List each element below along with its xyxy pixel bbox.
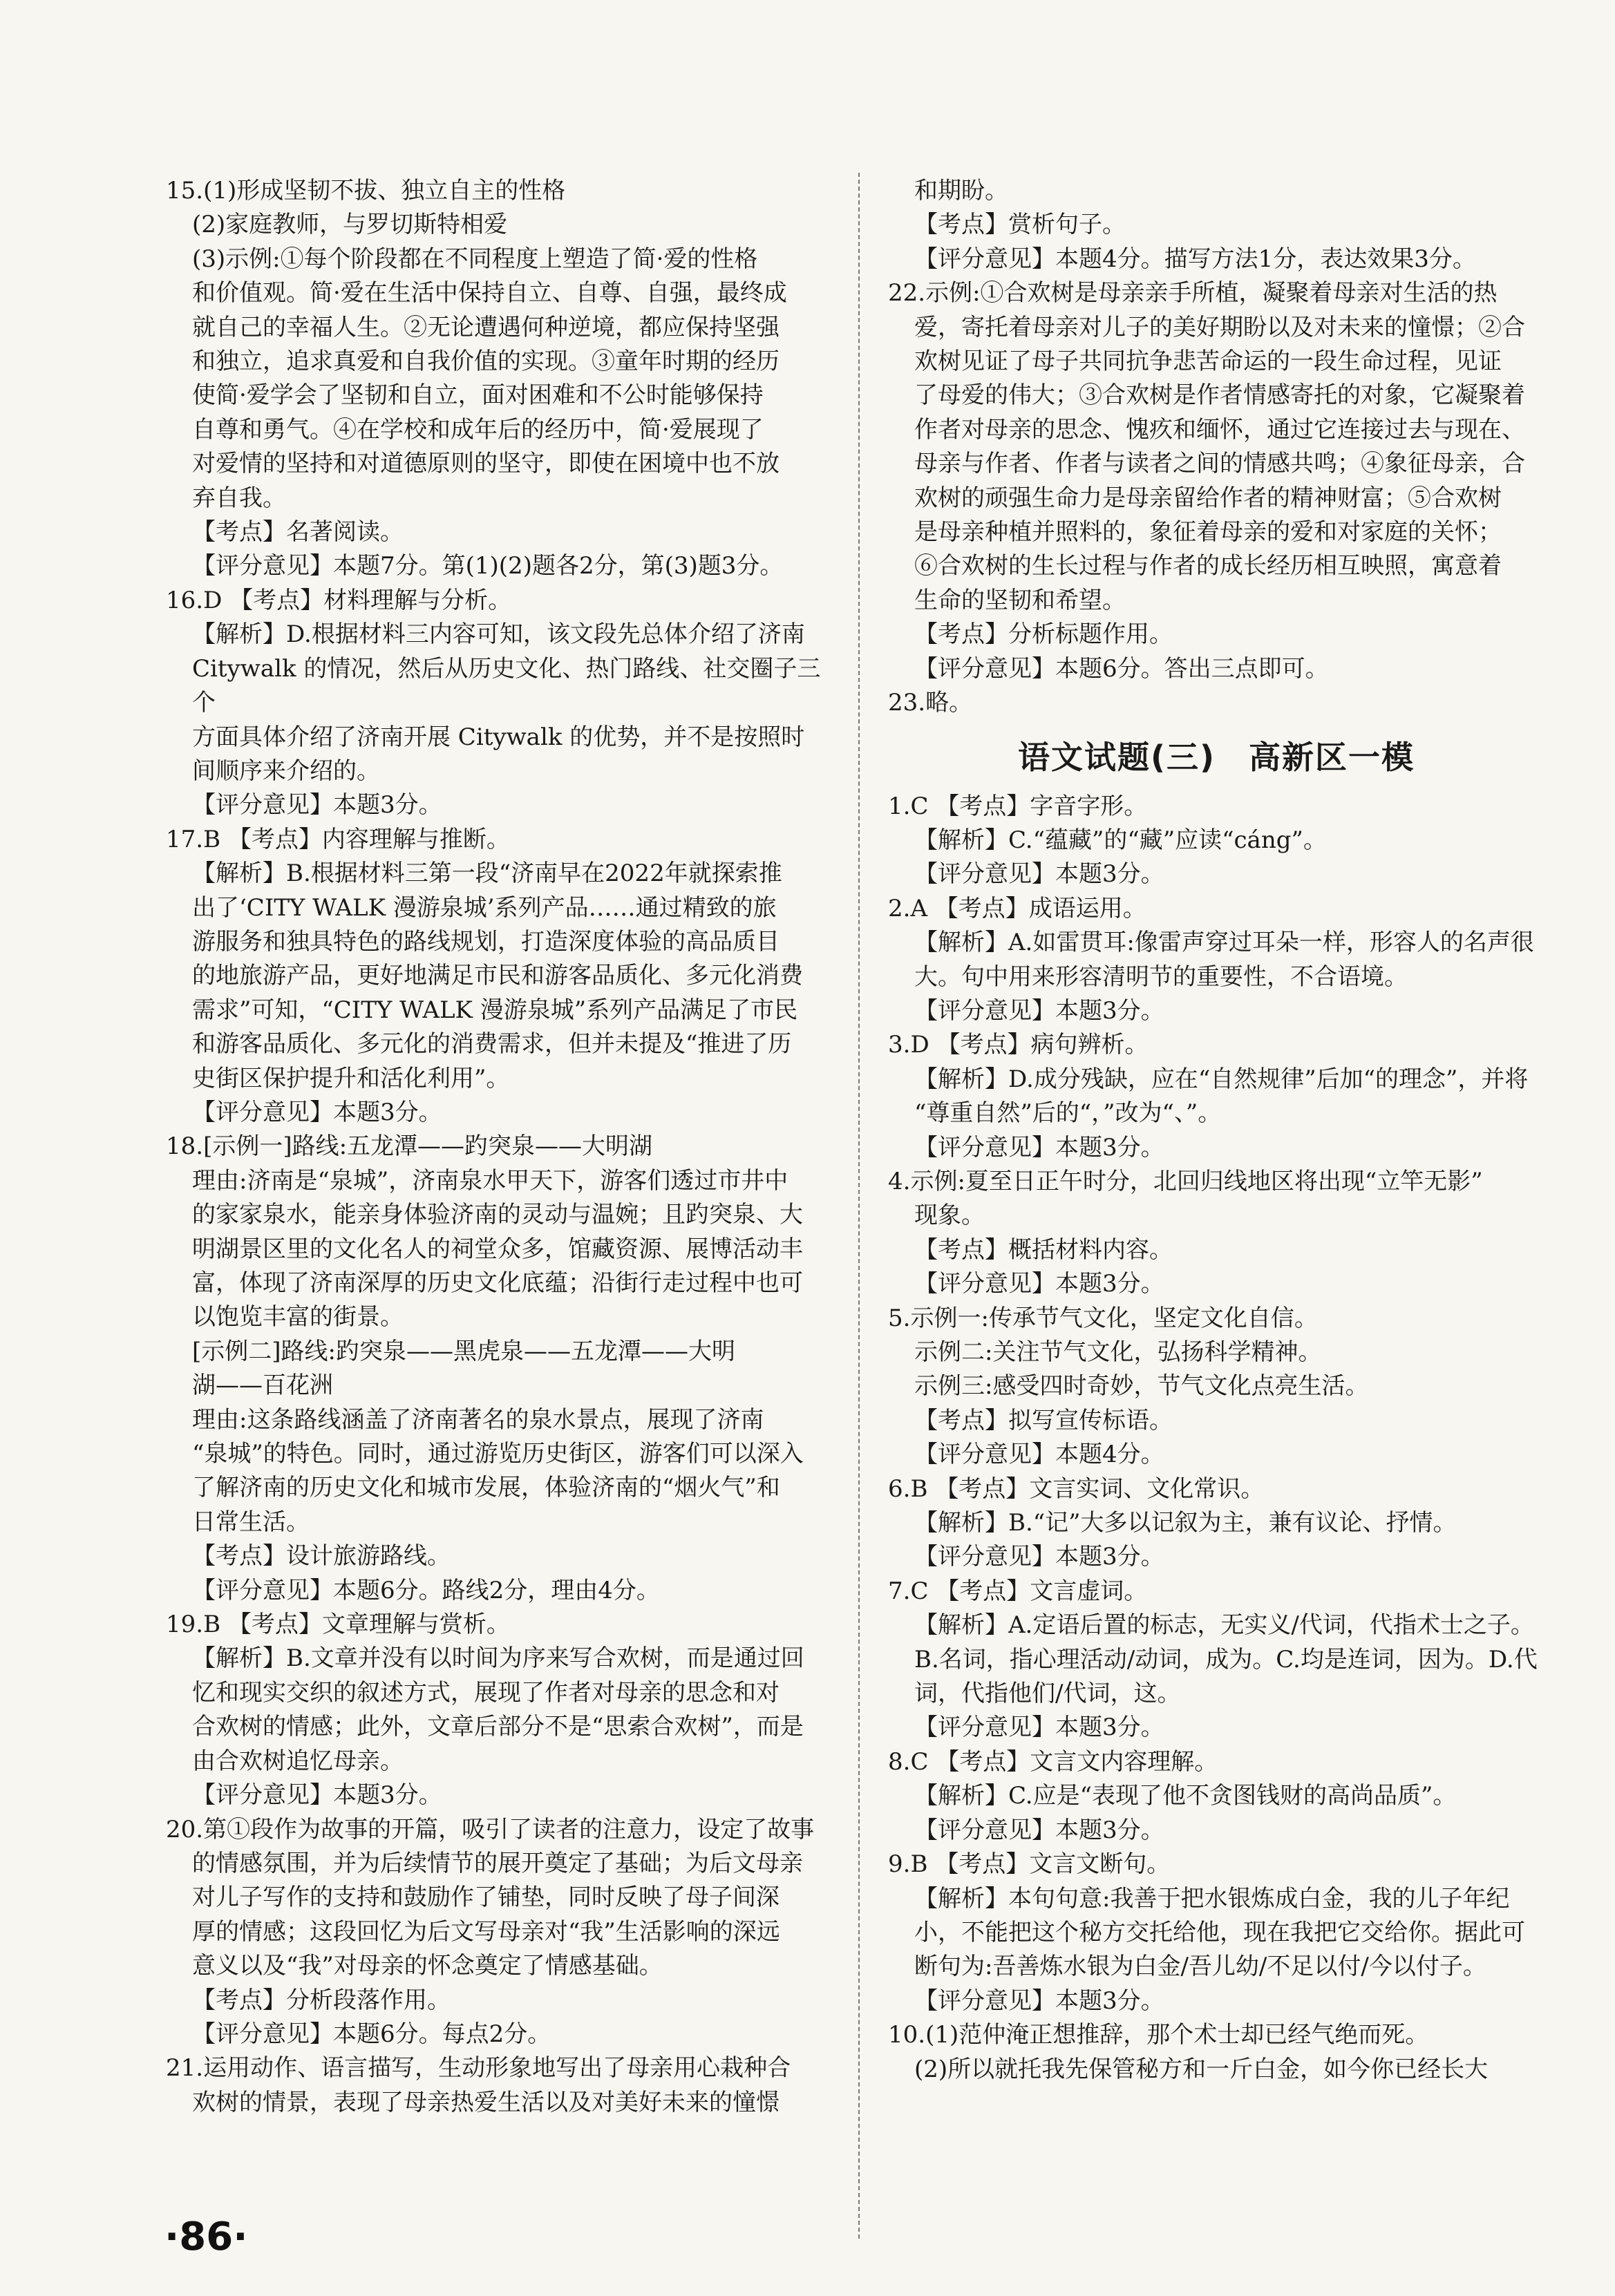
text-line: 母亲与作者、作者与读者之间的情感共鸣；④象征母亲，合: [914, 450, 1525, 478]
text-line: 的家家泉水，能亲身体验济南的灵动与温婉；且趵突泉、大: [192, 1201, 803, 1229]
text-line: 明湖景区里的文化名人的祠堂众多，馆藏资源、展博活动丰: [192, 1235, 803, 1263]
page-number: ·86·: [164, 2214, 248, 2259]
text-line: 【评分意见】本题4分。描写方法1分，表达效果3分。: [914, 245, 1476, 273]
text-line: 【评分意见】本题6分。每点2分。: [192, 2020, 551, 2048]
text-line: 词，代指他们/代词，这。: [914, 1680, 1181, 1708]
text-line: 作者对母亲的思念、愧疚和缅怀，通过它连接过去与现在、: [914, 415, 1525, 444]
column-divider: [858, 173, 860, 2239]
text-line: 2.A 【考点】成语运用。: [888, 894, 1146, 922]
text-line: 和期盼。: [914, 177, 1008, 205]
right-column-bottom: [888, 790, 1545, 2087]
text-line: (2)所以就托我先保管秘方和一斤白金，如今你已经长大: [914, 2055, 1489, 2083]
text-line: 使简·爱学会了坚韧和自立，面对困难和不公时能够保持: [192, 381, 764, 410]
text-line: 8.C 【考点】文言文内容理解。: [888, 1747, 1218, 1776]
text-line: 需求”可知，“CITY WALK 漫游泉城”系列产品满足了市民: [192, 996, 798, 1024]
text-line: [示例二]路线:趵突泉——黑虎泉——五龙潭——大明: [192, 1337, 735, 1365]
text-line: 【评分意见】本题3分。: [914, 1986, 1164, 2015]
text-line: 【考点】赏析句子。: [914, 211, 1126, 239]
text-line: 【评分意见】本题3分。: [914, 1816, 1164, 1844]
text-line: 22.示例:①合欢树是母亲亲手所植，凝聚着母亲对生活的热: [888, 279, 1498, 307]
text-line: 出了‘CITY WALK 漫游泉城’系列产品……通过精致的旅: [192, 893, 777, 922]
text-line: 了母爱的伟大；③合欢树是作者情感寄托的对象，它凝聚着: [914, 381, 1525, 410]
text-line: 【评分意见】本题6分。答出三点即可。: [914, 654, 1329, 683]
text-line: 忆和现实交织的叙述方式，展现了作者对母亲的思念和对: [192, 1678, 780, 1707]
text-line: 【考点】分析段落作用。: [192, 1986, 451, 2014]
text-line: 厚的情感；这段回忆为后文写母亲对“我”生活影响的深远: [192, 1917, 780, 1946]
text-line: 由合欢树追忆母亲。: [192, 1747, 404, 1775]
text-line: 弃自我。: [192, 484, 286, 512]
text-line: 就自己的幸福人生。②无论遭遇何种逆境，都应保持坚强: [192, 313, 780, 341]
text-line: 【解析】B.“记”大多以记叙为主，兼有议论、抒情。: [914, 1509, 1457, 1537]
text-line: 【评分意见】本题3分。: [192, 791, 442, 819]
text-line: 生命的坚韧和希望。: [914, 586, 1126, 614]
text-line: 爱，寄托着母亲对儿子的美好期盼以及对未来的憧憬；②合: [914, 313, 1525, 341]
text-line: “泉城”的特色。同时，通过游览历史街区，游客们可以深入: [192, 1440, 804, 1468]
text-line: 【评分意见】本题3分。: [914, 1270, 1164, 1298]
text-line: 7.C 【考点】文言虚词。: [888, 1577, 1148, 1605]
text-line: “尊重自然”后的“，”改为“、”。: [914, 1099, 1222, 1128]
text-line: 20.第①段作为故事的开篇，吸引了读者的注意力，设定了故事: [166, 1815, 815, 1843]
text-line: 4.示例:夏至日正午时分，北回归线地区将出现“立竿无影”: [888, 1167, 1483, 1195]
text-line: 【解析】D.根据材料三内容可知，该文段先总体介绍了济南: [192, 620, 805, 649]
text-line: 【评分意见】本题3分。: [914, 1543, 1164, 1571]
text-line: 和游客品质化、多元化的消费需求，但并未提及“推进了历: [192, 1030, 792, 1059]
text-line: 方面具体介绍了济南开展 Citywalk 的优势，并不是按照时: [192, 723, 805, 751]
text-line: 大。句中用来形容清明节的重要性，不合语境。: [914, 962, 1408, 991]
section-heading: 语文试题(三) 高新区一模: [1017, 738, 1415, 776]
text-line: 富，体现了济南深厚的历史文化底蕴；沿街行走过程中也可: [192, 1269, 803, 1297]
text-line: 3.D 【考点】病句辨析。: [888, 1031, 1149, 1059]
text-line: 小，不能把这个秘方交托给他，现在我把它交给你。据此可: [914, 1918, 1525, 1946]
text-line: 【解析】本句句意:我善于把水银炼成白金，我的儿子年纪: [914, 1884, 1510, 1913]
text-line: 意义以及“我”对母亲的怀念奠定了情感基础。: [192, 1952, 663, 1980]
text-line: 和价值观。简·爱在生活中保持自立、自尊、自强，最终成: [192, 279, 787, 307]
text-line: B.名词，指心理活动/动词，成为。C.均是连词，因为。D.代: [914, 1645, 1538, 1673]
text-line: 理由:济南是“泉城”，济南泉水甲天下，游客们透过市井中: [192, 1166, 788, 1195]
text-line: 的情感氛围，并为后续情节的展开奠定了基础；为后文母亲: [192, 1849, 803, 1877]
left-column: [166, 174, 829, 2120]
right-column-top: [888, 174, 1545, 721]
text-line: 间顺序来介绍的。: [192, 757, 380, 785]
text-line: 湖——百花洲: [192, 1372, 333, 1400]
text-line: 欢树的情景，表现了母亲热爱生活以及对美好未来的憧憬: [192, 2088, 780, 2116]
text-line: (2)家庭教师，与罗切斯特相爱: [192, 211, 508, 239]
text-line: 6.B 【考点】文言实词、文化常识。: [888, 1474, 1265, 1503]
text-line: 10.(1)范仲淹正想推辞，那个术士却已经气绝而死。: [888, 2021, 1429, 2049]
text-line: 【评分意见】本题3分。: [192, 1781, 442, 1810]
text-line: 【解析】C.“蕴藏”的“藏”应读“cáng”。: [914, 826, 1327, 854]
text-line: 示例三:感受四时奇妙，节气文化点亮生活。: [914, 1372, 1369, 1401]
text-line: 15.(1)形成坚韧不拔、独立自主的性格: [166, 177, 566, 205]
text-line: 是母亲种植并照料的，象征着母亲的爱和对家庭的关怀；: [914, 518, 1502, 547]
text-line: 【考点】概括材料内容。: [914, 1235, 1173, 1264]
text-line: 【评分意见】本题6分。路线2分，理由4分。: [192, 1576, 660, 1604]
text-line: 【评分意见】本题3分。: [914, 996, 1164, 1025]
text-line: 【评分意见】本题4分。: [914, 1441, 1164, 1469]
text-line: 16.D 【考点】材料理解与分析。: [166, 586, 512, 614]
text-line: 对儿子写作的支持和鼓励作了铺垫，同时反映了母子间深: [192, 1884, 780, 1912]
text-line: 【解析】B.根据材料三第一段“济南早在2022年就探索推: [192, 860, 782, 888]
text-line: 9.B 【考点】文言文断句。: [888, 1850, 1171, 1879]
text-line: 【考点】设计旅游路线。: [192, 1542, 451, 1571]
text-line: 断句为:吾善炼水银为白金/吾儿幼/不足以付/今以付子。: [914, 1953, 1486, 1981]
text-line: 的地旅游产品，更好地满足市民和游客品质化、多元化消费: [192, 962, 803, 990]
text-line: 23.略。: [888, 689, 973, 717]
text-line: 【解析】C.应是“表现了他不贪图钱财的高尚品质”。: [914, 1782, 1457, 1810]
text-line: Citywalk 的情况，然后从历史文化、热门路线、社交圈子三个: [192, 654, 821, 717]
text-line: 示例二:关注节气文化，弘扬科学精神。: [914, 1338, 1322, 1366]
text-line: 17.B 【考点】内容理解与推断。: [166, 825, 510, 853]
text-line: 对爱情的坚持和对道德原则的坚守，即使在困境中也不放: [192, 450, 780, 478]
text-line: 【评分意见】本题3分。: [914, 1133, 1164, 1161]
text-line: 欢树的顽强生命力是母亲留给作者的精神财富；⑤合欢树: [914, 484, 1502, 512]
text-line: 【评分意见】本题3分。: [914, 860, 1164, 889]
text-line: 欢树见证了母子共同抗争悲苦命运的一段生命过程，见证: [914, 348, 1502, 376]
text-line: 19.B 【考点】文章理解与赏析。: [166, 1611, 510, 1639]
text-line: (3)示例:①每个阶段都在不同程度上塑造了简·爱的性格: [192, 245, 758, 273]
text-line: 了解济南的历史文化和城市发展，体验济南的“烟火气”和: [192, 1474, 780, 1502]
text-line: 【评分意见】本题3分。: [192, 1098, 442, 1126]
text-line: 【解析】D.成分残缺，应在“自然规律”后加“的理念”，并将: [914, 1065, 1529, 1093]
text-line: 合欢树的情感；此外，文章后部分不是“思索合欢树”，而是: [192, 1713, 804, 1741]
text-line: 【考点】名著阅读。: [192, 518, 404, 547]
right-column: [888, 174, 1545, 2087]
text-line: 现象。: [914, 1202, 985, 1230]
text-line: 1.C 【考点】字音字形。: [888, 792, 1148, 820]
text-line: 自尊和勇气。④在学校和成年后的经历中，简·爱展现了: [192, 415, 764, 444]
text-line: 【评分意见】本题7分。第(1)(2)题各2分，第(3)题3分。: [192, 552, 784, 580]
text-line: 【考点】拟写宣传标语。: [914, 1406, 1173, 1434]
text-line: 【评分意见】本题3分。: [914, 1714, 1164, 1742]
text-line: 游服务和独具特色的路线规划，打造深度体验的高品质目: [192, 927, 780, 956]
text-line: 21.运用动作、语言描写，生动形象地写出了母亲用心栽种合: [166, 2054, 791, 2082]
text-line: 【考点】分析标题作用。: [914, 620, 1173, 649]
text-line: 5.示例一:传承节气文化，坚定文化自信。: [888, 1304, 1318, 1332]
text-line: 以饱览丰富的街景。: [192, 1303, 404, 1331]
text-line: 【解析】B.文章并没有以时间为序来写合欢树，而是通过回: [192, 1644, 804, 1673]
text-line: 18.[示例一]路线:五龙潭——趵突泉——大明湖: [166, 1132, 653, 1161]
text-line: 史街区保护提升和活化利用”。: [192, 1064, 510, 1092]
text-line: 【解析】A.定语后置的标志，无实义/代词，代指术士之子。: [914, 1611, 1534, 1640]
text-line: ⑥合欢树的生长过程与作者的成长经历相互映照，寓意着: [914, 552, 1502, 580]
text-line: 日常生活。: [192, 1508, 310, 1536]
text-line: 和独立，追求真爱和自我价值的实现。③童年时期的经历: [192, 348, 780, 376]
text-line: 理由:这条路线涵盖了济南著名的泉水景点，展现了济南: [192, 1405, 764, 1434]
text-line: 【解析】A.如雷贯耳:像雷声穿过耳朵一样，形容人的名声很: [914, 929, 1534, 957]
